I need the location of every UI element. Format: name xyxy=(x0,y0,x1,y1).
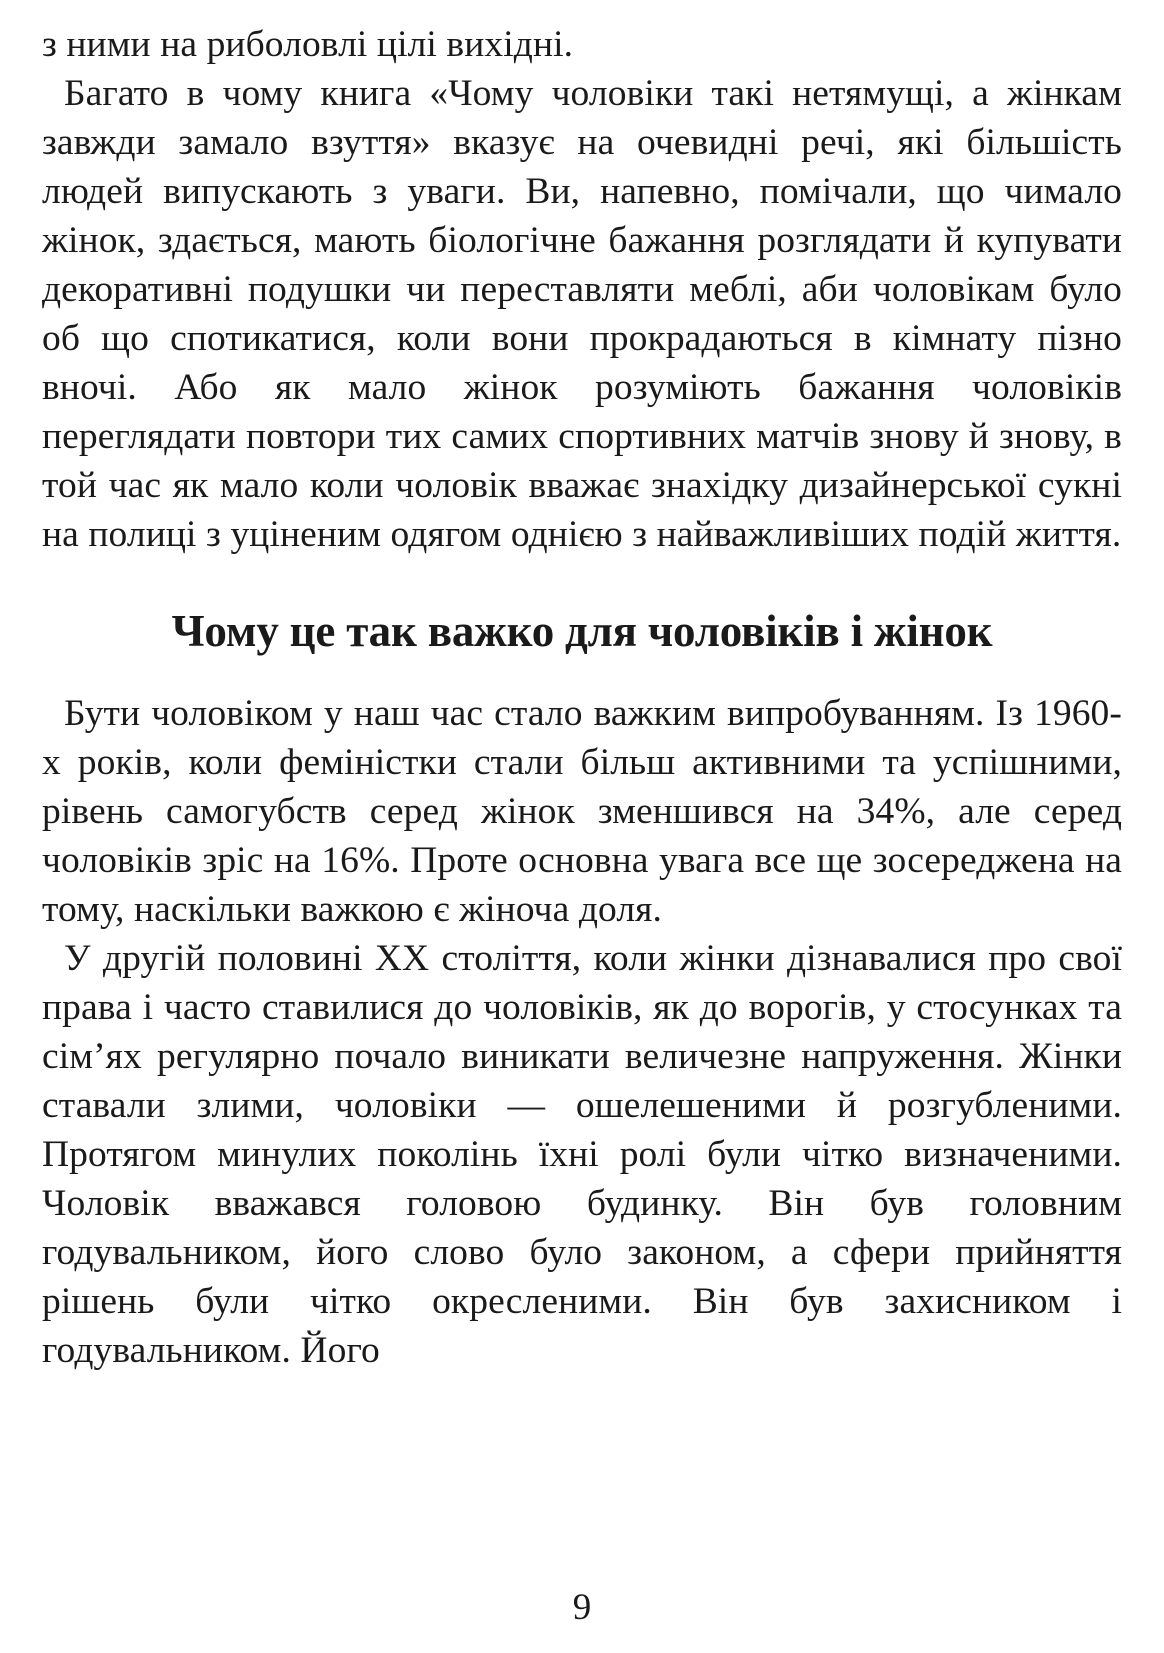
paragraph-statistics: Бути чоловіком у наш час стало важким випробуванням. Із 1960-х років, коли феміністки стали більш активними та успішними, рівень самогубств серед жінок зменшився на 34%, але серед чоловіків зріс на 16%. Проте основна увага все ще зосереджена на тому, наскільки важкою є жіноча доля. xyxy=(42,693,1122,930)
paragraph-history: У другій половині XX століття, коли жінки дізнавалися про свої права і часто ставилися до чоловіків, як до ворогів, у стосунках та сім’ях регулярно почало виникати величезне напруження. Жінки ставали злими, чоловіки — ошелешеними й розгубленими. Протягом минулих поколінь їхні ролі були чітко визначеними. Чоловік вважався головою будинку. Він був головним годувальником, його слово було законом, а сфери прийняття рішень були чітко окресленими. Він був захисником і годувальником. Його xyxy=(42,938,1122,1371)
page-number: 9 xyxy=(572,1587,592,1628)
continuation-text: з ними на риболовлі цілі вихідні. xyxy=(42,24,574,65)
section-heading: Чому це так важко для чоловіків і жінок xyxy=(171,606,993,656)
paragraph-intro: Багато в чому книга «Чому чоловіки такі нетямущі, а жінкам завжди замало взуття» вказує на очевидні речі, які більшість людей випускають з уваги. Ви, напевно, помічали, що чимало жінок, здається, мають біологічне бажання розглядати й купувати декоративні подушки чи переставляти меблі, аби чоловікам було об що спотикатися, коли вони прокрадаються в кімнату пізно вночі. Або як мало жінок розуміють бажання чоловіків переглядати повтори тих самих спортивних матчів знову й знову, в той час як мало коли чоловік вважає знахідку дизайнерської сукні на полиці з уціненим одягом однією з найважливіших подій життя. xyxy=(42,73,1122,555)
book-page xyxy=(42,20,1122,1375)
